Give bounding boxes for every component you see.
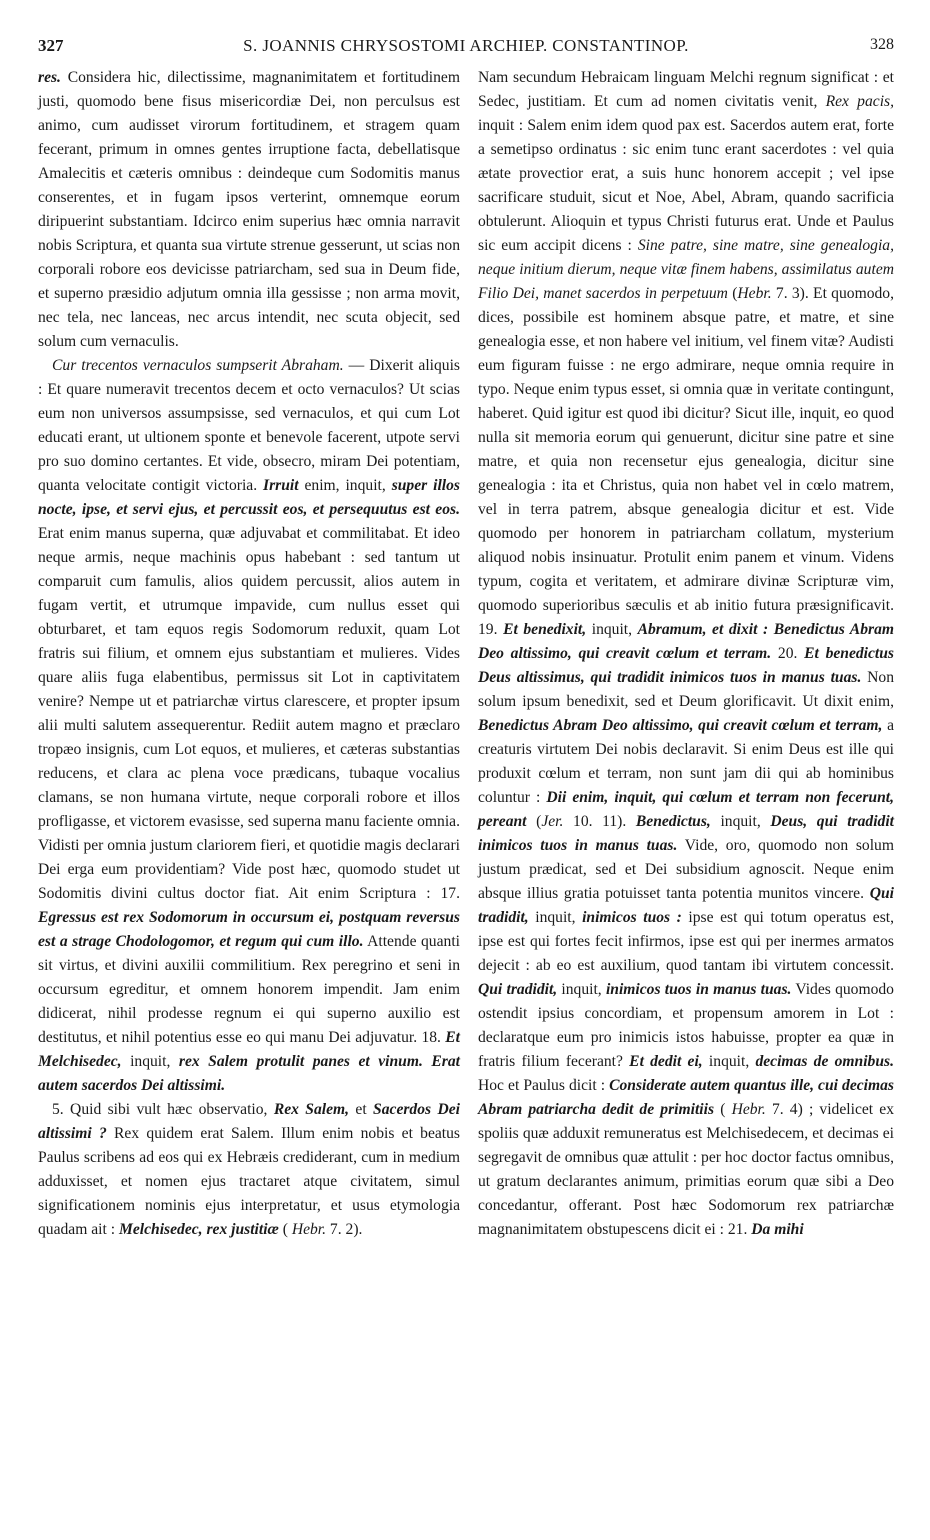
scripture-quote: Abramum, et dixit : Benedictus Abram Deo altissimo, qui creavit cœlum et terram. [478, 621, 895, 662]
scripture-quote: Deus, qui tradidit inimicos tuos in manus tuas. [478, 813, 895, 854]
text-run: 7. 2). [326, 1221, 363, 1238]
scripture-quote: Rex pacis, [825, 93, 895, 110]
page-number-left: 327 [38, 36, 64, 55]
text-run: 7. 3). Et quomodo, dices, possibile est hominem absque patre, et matre, et sine genealogia esse, et non habere vel initium, vel finem vitæ? Audisti eum figuram fuisse : ne ergo admirare, neque omnia require in typo. Neque enim typus esset, si omnia quæ in veritate contingunt, haberet. Quid igitur est quod ibi dicitur? Sicut ille, inquit, eo quod nulla sit memoria eorum qui genuerunt, dicitur sine patre et sine matre, et quia non recensetur ejus genealogia, dicitur sine genealogia : ita et Christus, quia non habet vel in cœlo matrem, vel in terra patrem, absque genealogia dicitur et est. Vide quomodo per honorem in patriarcham collatum, mysterium aliquod nobis insinuatur. Protulit enim panem et vinum. Videns typum, cogita et veritatem, et admirare divinæ Scripturæ vim, quomodo superioribus sæculis et ab initio futura præsignificavit. 19. [478, 285, 894, 638]
reference: Jer. [541, 813, 564, 830]
reference: Hebr. [291, 1221, 327, 1238]
text-run: ( [727, 285, 738, 302]
text-run: Rex quidem erat Salem. Illum enim nobis et beatus Paulus scribens ad eos qui ex Hebræis crediderant, cum in medium adduxisset, et nomen ejus tractaret atque civitatem, simul significationem nominis ejus interpretatur, et usus etymologia quadam ait : [38, 1125, 460, 1238]
text-run: Attende quanti sit virtus, et divini auxilii commilitium. Rex peregrino et seni in occursum egreditur, et omnem honorem impendit. Jam enim didicerat, nihil prodesse regnum ei qui superno auxilio est destitutus, et nihil potentius esse eo qui manu Dei adjuvatur. 18. [38, 933, 460, 1046]
scripture-quote: inimicos tuos : [582, 909, 682, 926]
text-run: inquit, [586, 621, 638, 638]
scripture-quote: rex Salem protulit panes et vinum. Erat autem sacerdos Dei altissimi. [38, 1053, 460, 1094]
right-column [478, 66, 894, 1242]
text-run: inquit, [702, 1053, 756, 1070]
scripture-quote: Considerate autem quantus ille, cui decimas Abram patriarcha dedit de primitiis [478, 1077, 894, 1118]
text-run: inquit, [121, 1053, 179, 1070]
paragraph [38, 1098, 460, 1242]
text-run: ( [714, 1101, 732, 1118]
scripture-quote: Egressus est rex Sodomorum in occursum ei, postquam reversus est a strage Chodologomor, et regum qui cum illo. [38, 909, 460, 950]
text-run: ( [526, 813, 542, 830]
text-run: Non solum ipsum benedixit, sed et Deum glorificavit. Ut dixit enim, [478, 669, 894, 710]
scripture-quote: Qui tradidit, [478, 885, 894, 926]
text-run: 7. 4) ; videlicet ex spoliis quæ adduxit remuneratus est Melchisedecem, et decimas ei segregavit de omnibus quæ attulit : per hoc doctor factus omnibus, ut gratum declarantes animum, primitias eorum quæ sibi a Deo concedantur, offerant. Post hæc Sodomorum rex patriarchæ magnanimitatem obstupescens dicit ei : 21. [478, 1101, 894, 1238]
scripture-quote: Et Melchisedec, [38, 1029, 460, 1070]
paragraph [38, 354, 460, 1098]
text-run: ( [278, 1221, 292, 1238]
scripture-quote: Melchisedec, rex justitiæ [118, 1221, 279, 1238]
scripture-quote: Da mihi [751, 1221, 804, 1238]
text-run: ipse est qui totum operatus est, ipse est qui fortes fecit infirmos, ipse est qui per inermes armatos dejecit : ab eo est auxilium, quod tantam ibi virtutem concessit. [478, 909, 894, 974]
scripture-quote: Et dedit ei, [629, 1053, 703, 1070]
scripture-quote: Irruit [263, 477, 299, 494]
scripture-quote: Benedictus Abram Deo altissimo, qui creavit cœlum et terram, [478, 717, 883, 734]
scripture-quote: Dii enim, inquit, qui cœlum et terram non fecerunt, pereant [478, 789, 894, 830]
text-run: 5. Quid sibi vult hæc observatio, [52, 1101, 274, 1118]
paragraph [38, 66, 460, 354]
text-run: Hoc et Paulus dicit : [478, 1077, 610, 1094]
scripture-quote: Benedictus, [635, 813, 711, 830]
section-heading: Cur trecentos vernaculos sumpserit Abraham. [52, 357, 344, 374]
scripture-quote: Et benedixit, [503, 621, 587, 638]
reference: Hebr. [731, 1101, 766, 1118]
text-run: 20. [771, 645, 805, 662]
left-column [38, 66, 460, 1242]
running-title: S. JOANNIS CHRYSOSTOMI ARCHIEP. CONSTANTINOP. [243, 36, 689, 55]
text-run: inquit, [557, 981, 606, 998]
text-run: Considera hic, dilectissime, magnanimitatem et fortitudinem justi, quomodo bene fisus misericordiæ Dei, non perculsus est animo, cum audisset virorum fortitudinem, et stragem quam fecerant, primum in omnes gentes irruptione facta, debellatisque Amalecitis et cæteris omnibus : deindeque cum Sodomitis manus conserentes, et in fugam ipsos verterint, omnemque eorum diripuerint substantiam. Idcirco enim superius hæc omnia narravit nobis Scriptura, et quanta sua virtute strenue gesserunt, ut scias non corporali robore eos devicisse patriarcham, sed sua in Deum fide, et superno præsidio adjutum omnia illa gessisse ; non arma movit, nec tela, nec lanceas, nec arcus intendit, nec scuta objecit, sed solum cum vernaculis. [38, 69, 460, 350]
scripture-quote: inimicos tuos in manus tuas. [605, 981, 792, 998]
scripture-quote: super illos nocte, ipse, et servi ejus, et percussit eos, et persequutus est eos. [38, 477, 460, 518]
scripture-quote: Sine patre, sine matre, sine genealogia, neque initium dierum, neque vitæ finem habens, assimilatus autem Filio Dei, manet sacerdos in perpetuum [478, 237, 894, 302]
text-run: — Dixerit aliquis : Et quare numeravit trecentos decem et octo vernaculos? Ut scias eum non universos assumpsisse, sed vernaculos, et qui cum Lot educati erant, ut ultionem sponte et benevole facerent, utpote servi pro suo domino certantes. Et vide, obsecro, miram Dei potentiam, quanta velocitate contigit victoria. [38, 357, 460, 494]
text-run: inquit, [528, 909, 583, 926]
page-number-right: 328 [870, 36, 894, 53]
text-run: et [349, 1101, 374, 1118]
text-run: Vides quomodo ostendit ipsius concordiam, et propensum amorem in Lot : declaratque eum pro inimicis istos habuisse, propter ea quæ in fratris filium fecerant? [478, 981, 894, 1070]
text-run: inquit, [710, 813, 771, 830]
scripture-quote: Qui tradidit, [478, 981, 558, 998]
text-run: Nam secundum Hebraicam linguam Melchi regnum significat : et Sedec, justitiam. Et cum ad nomen civitatis venit, [478, 69, 894, 110]
text-run: enim, inquit, [298, 477, 392, 494]
text-run: Vide, oro, quomodo non solum justum prædicat, sed et Dei subsidium agnoscit. Neque enim absque illius gratia potuisset tanta potentia munitos vincere. [478, 837, 894, 902]
text-run: 10. 11). [563, 813, 636, 830]
text-run: res. [38, 69, 61, 86]
scripture-quote: Et benedictus Deus altissimus, qui tradidit inimicos tuos in manus tuas. [478, 645, 895, 686]
scripture-quote: Sacerdos Dei altissimi ? [38, 1101, 460, 1142]
scripture-quote: Rex Salem, [273, 1101, 350, 1118]
reference: Hebr. [737, 285, 772, 302]
paragraph [478, 66, 894, 1242]
page-header [38, 36, 894, 56]
text-run: inquit : Salem enim idem quod pax est. Sacerdos autem erat, forte a semetipso ordinatus : sic enim tunc erant sacerdotes : vel quia ætate provectior erat, a suis hunc honorem accepit ; vel ipse sacrificare studuit, sicut et Noe, Abel, Abram, quando sacrificia obtulerunt. Alioquin et typus Christi futurus erat. Unde et Paulus sic eum accipit dicens : [478, 117, 894, 254]
text-run: a creaturis virtutem Dei nobis declaravit. Si enim Deus est ille qui produxit cœlum et terram, non sunt jam dii qui ab hominibus coluntur : [478, 717, 894, 806]
text-run: Erat enim manus superna, quæ adjuvabat et commilitabat. Et ideo neque armis, neque machinis opus habebant : sed tantum ut comparuit cum famulis, alios quidem percussit, alios autem in fugam vertit, et utrumque impavide, cum nullus esset qui obturbaret, et tam equos regis Sodomorum reduxit, quam Lot fratris sui filium, et omnem ejus substantiam et mulieres. Vides quare aliis fuga elabentibus, permissus sit Lot in captivitatem venire? Nempe ut et patriarchæ virtus clarescere, et propter ipsum alii multi salutem assequerentur. Rediit autem magno et præclaro tropæo insignis, cum Lot equos, et mulieres, et cæteras substantias reducens, et clara ac plena voce prædicans, tubaque vocalius clamans, se non humana virtute, neque corporali robore et illos profligasse, et victorem evasisse, sed superna manu faciente omnia. Vidisti per omnia justum clariorem fieri, et quotidie magis declarari Dei erga eum providentiam? Vide post hæc, quomodo studet ut Sodomitis divini cultus doctor fiat. Ait enim Scriptura : 17. [38, 525, 460, 902]
scripture-quote: decimas de omnibus. [755, 1053, 894, 1070]
